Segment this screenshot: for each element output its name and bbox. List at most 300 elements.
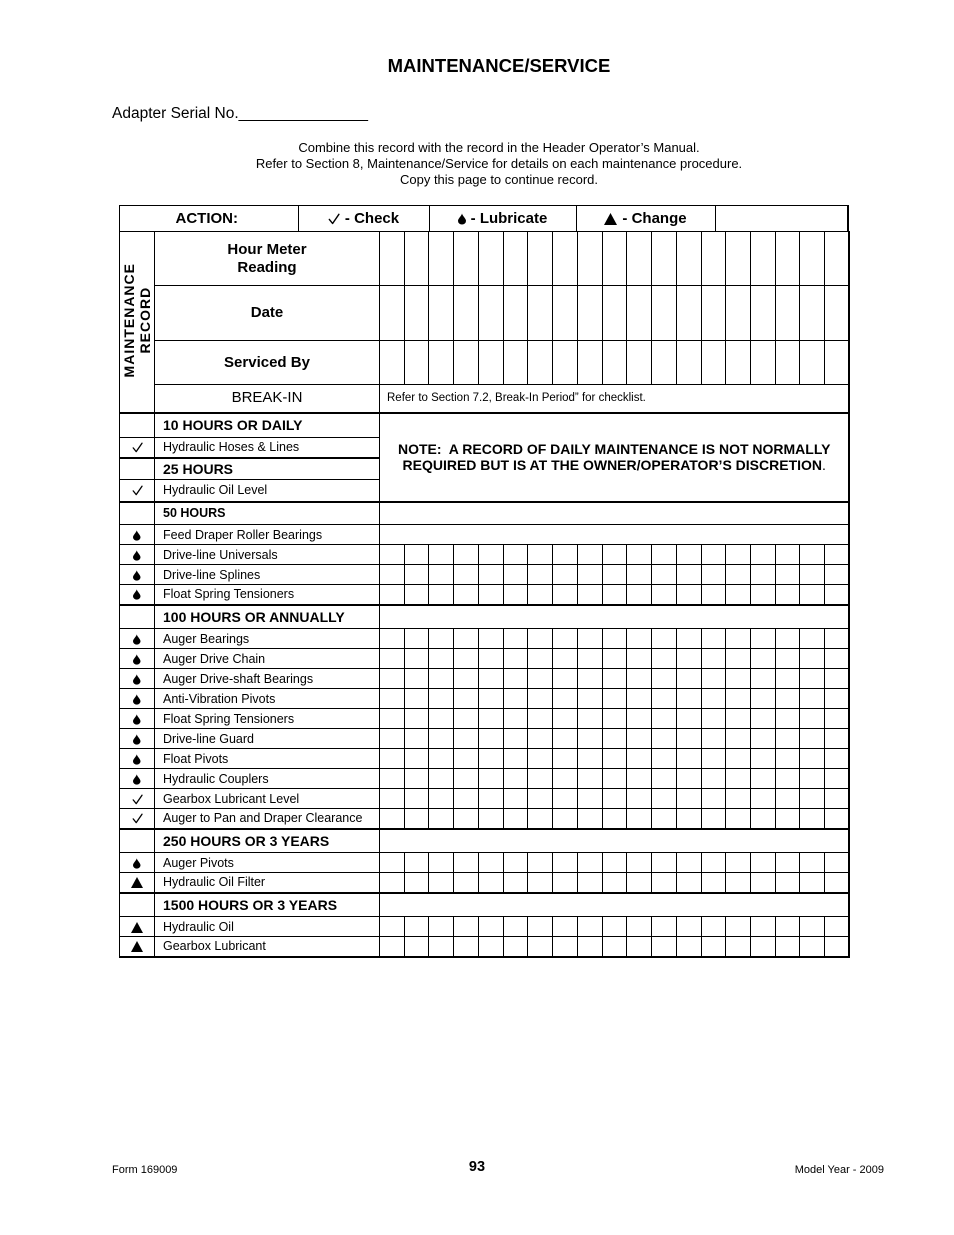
legend-change [576,206,715,231]
record-cell [404,565,429,585]
record-cell [553,729,578,749]
record-cell [380,286,405,341]
record-cell [454,873,479,893]
record-cell [701,585,726,605]
record-cell [800,565,825,585]
record-cell [726,232,751,286]
action-icon-cell [120,689,155,709]
record-cell [602,585,627,605]
record-cell [602,749,627,769]
record-cell [478,749,503,769]
record-cell [701,853,726,873]
record-cell [404,769,429,789]
record-cell [602,873,627,893]
record-cell [726,873,751,893]
record-cell [627,585,652,605]
action-icon-cell [120,585,155,605]
hour-meter-label-line: Hour Meter [227,240,307,258]
record-cell [751,853,776,873]
break-in-note: Refer to Section 7.2, Break-In Period” for checklist. [380,385,850,413]
record-cell [602,853,627,873]
record-cell [825,873,850,893]
action-icon-cell [120,545,155,565]
daily-maintenance-note [380,413,850,502]
record-cell [825,809,850,829]
record-cell [528,669,553,689]
record-cell [602,937,627,957]
section-icon-cell [120,458,155,480]
record-cell [454,649,479,669]
action-icon-cell [120,917,155,937]
record-cell [404,629,429,649]
action-legend [119,205,849,231]
record-cell [676,585,701,605]
record-cell [676,565,701,585]
record-cell [528,709,553,729]
drop-icon [133,530,141,541]
action-icon-cell [120,729,155,749]
record-cell [627,709,652,729]
task-row [120,629,850,649]
record-cell [627,809,652,829]
record-cell [577,789,602,809]
record-cell [652,341,677,385]
legend-blank-cell [715,206,848,231]
record-cell [553,629,578,649]
record-cell [751,789,776,809]
record-cell [429,629,454,649]
record-cell [726,853,751,873]
record-cell [676,689,701,709]
maintenance-record-table [119,231,850,958]
record-cell [775,709,800,729]
record-cell [404,585,429,605]
side-label-text [121,263,153,377]
record-cell [676,669,701,689]
drop-icon [133,634,141,645]
record-cell [627,689,652,709]
record-cell [528,917,553,937]
action-icon-cell [120,629,155,649]
record-cell [800,669,825,689]
record-cell [676,286,701,341]
record-cell [701,937,726,957]
task-label: Drive-line Universals [155,545,380,565]
record-cell [652,853,677,873]
record-cell [652,937,677,957]
record-cell [577,649,602,669]
record-cell [775,729,800,749]
record-cell [676,545,701,565]
record-cell [726,729,751,749]
section-heading: 1500 HOURS OR 3 YEARS [155,893,380,917]
section-heading: 250 HOURS OR 3 YEARS [155,829,380,853]
task-label: Gearbox Lubricant Level [155,789,380,809]
hour-meter-label-line: Reading [237,258,297,276]
record-cell [775,341,800,385]
record-cell [380,873,405,893]
record-cell [676,749,701,769]
record-cell [553,232,578,286]
record-cell [577,937,602,957]
record-cell [775,545,800,565]
section-icon-cell [120,893,155,917]
drop-icon [133,754,141,765]
record-cell [825,565,850,585]
record-cell [528,565,553,585]
record-cell [602,545,627,565]
record-cell [380,853,405,873]
record-cell [775,873,800,893]
record-cell [751,629,776,649]
record-cell [528,649,553,669]
drop-icon [133,694,141,705]
record-cell [478,729,503,749]
record-cell [652,749,677,769]
record-cell [503,689,528,709]
record-cell [577,729,602,749]
record-cell [627,917,652,937]
record-cell [726,789,751,809]
record-cell [602,729,627,749]
record-cell [751,729,776,749]
legend-lubricate [429,206,576,231]
record-cell [751,769,776,789]
date-label: Date [155,286,380,341]
record-cell [380,629,405,649]
drop-icon [133,734,141,745]
record-cell [503,749,528,769]
record-cell [627,649,652,669]
task-label: Gearbox Lubricant [155,937,380,957]
record-cell [825,749,850,769]
record-cell [726,565,751,585]
record-cell [429,809,454,829]
record-cell [577,545,602,565]
record-cell [726,917,751,937]
record-cell [775,769,800,789]
record-cell [825,937,850,957]
record-cell [800,809,825,829]
action-icon-cell [120,438,155,458]
record-blank-cell [380,502,850,525]
record-cell [800,585,825,605]
task-row [120,853,850,873]
record-cell [553,769,578,789]
record-cell [701,749,726,769]
record-cell [553,873,578,893]
note-line-text: NOTE: A RECORD OF DAILY MAINTENANCE IS NOT NORMALLY [397,441,831,457]
record-cell [800,937,825,957]
task-row [120,917,850,937]
record-cell [676,629,701,649]
record-cell [478,629,503,649]
record-cell [553,565,578,585]
record-cell [602,341,627,385]
record-cell [602,789,627,809]
record-cell [528,853,553,873]
record-cell [726,341,751,385]
record-cell [701,809,726,829]
record-cell [726,545,751,565]
task-label: Hydraulic Couplers [155,769,380,789]
record-cell [429,789,454,809]
record-cell [478,669,503,689]
record-cell [478,286,503,341]
record-cell [429,545,454,565]
record-cell [652,649,677,669]
task-row [120,689,850,709]
record-cell [503,873,528,893]
record-cell [577,629,602,649]
record-cell [652,873,677,893]
record-cell [825,853,850,873]
task-row [120,649,850,669]
record-cell [429,937,454,957]
record-cell [380,585,405,605]
record-cell [454,769,479,789]
record-cell [800,689,825,709]
record-cell [751,749,776,769]
section-heading-row [120,502,850,525]
triangle-icon [131,877,143,888]
record-cell [478,341,503,385]
record-cell [503,917,528,937]
record-cell [676,709,701,729]
action-icon-cell [120,873,155,893]
record-cell [478,709,503,729]
task-label: Float Spring Tensioners [155,709,380,729]
task-label: Hydraulic Oil [155,917,380,937]
record-cell [726,286,751,341]
action-icon-cell [120,937,155,957]
record-cell [825,341,850,385]
record-cell [701,873,726,893]
record-cell [652,729,677,749]
record-cell [404,649,429,669]
record-cell [701,669,726,689]
intro-line: Copy this page to continue record. [399,172,598,187]
record-cell [429,689,454,709]
record-cell [380,649,405,669]
note-line [380,441,848,457]
record-cell [751,937,776,957]
record-cell [726,689,751,709]
note-line-text: REQUIRED BUT IS AT THE OWNER/OPERATOR’S DISCRETION [402,457,823,473]
record-cell [528,545,553,565]
record-cell [602,917,627,937]
record-cell [726,629,751,649]
model-year: Model Year - 2009 [794,1164,884,1176]
record-cell [701,341,726,385]
drop-icon [133,674,141,685]
record-cell [404,853,429,873]
task-row [120,565,850,585]
record-cell [577,286,602,341]
record-cell [775,689,800,709]
record-cell [775,565,800,585]
record-cell [380,769,405,789]
record-blank-cell [380,893,850,917]
action-icon-cell [120,565,155,585]
record-cell [652,769,677,789]
record-cell [454,689,479,709]
section-heading: 100 HOURS OR ANNUALLY [155,605,380,629]
record-cell [825,669,850,689]
section-heading-row [120,413,850,438]
legend-lubricate-label: - Lubricate [470,210,548,227]
side-label-line: RECORD [137,286,153,354]
intro-line: Combine this record with the record in the Header Operator’s Manual. [298,140,700,155]
record-cell [577,565,602,585]
record-cell [676,937,701,957]
record-cell [503,585,528,605]
page-title: MAINTENANCE/SERVICE [387,55,611,76]
task-row [120,525,850,545]
record-cell [825,789,850,809]
record-cell [577,709,602,729]
record-cell [404,709,429,729]
record-cell [404,873,429,893]
record-cell [577,585,602,605]
record-cell [825,709,850,729]
section-icon-cell [120,413,155,438]
note-line [380,457,848,473]
section-icon-cell [120,829,155,853]
record-cell [404,545,429,565]
record-cell [726,749,751,769]
record-cell [478,873,503,893]
section-icon-cell [120,502,155,525]
action-icon-cell [120,709,155,729]
record-cell [503,729,528,749]
record-cell [627,729,652,749]
record-cell [825,649,850,669]
record-cell [701,729,726,749]
record-cell [380,789,405,809]
record-cell [553,709,578,729]
drop-icon [133,714,141,725]
record-cell [627,853,652,873]
record-cell [553,649,578,669]
action-icon-cell [120,525,155,545]
record-cell [454,853,479,873]
record-cell [478,565,503,585]
drop-icon [133,654,141,665]
task-row [120,669,850,689]
record-cell [429,873,454,893]
record-cell [602,649,627,669]
record-cell [676,769,701,789]
record-cell [577,809,602,829]
record-cell [454,565,479,585]
form-number: Form 169009 [112,1164,178,1176]
record-body [120,232,850,957]
task-label: Float Spring Tensioners [155,585,380,605]
record-cell [528,341,553,385]
drop-icon [458,213,466,225]
record-cell [577,749,602,769]
record-cell [652,565,677,585]
record-cell [528,629,553,649]
record-cell [751,649,776,669]
task-label: Feed Draper Roller Bearings [155,525,380,545]
record-cell [429,341,454,385]
record-cell [726,585,751,605]
record-cell [652,789,677,809]
record-cell [775,789,800,809]
record-cell [800,729,825,749]
record-cell [676,341,701,385]
record-cell [553,789,578,809]
record-cell [602,689,627,709]
record-cell [429,232,454,286]
record-cell [602,286,627,341]
record-cell [404,729,429,749]
record-cell [627,873,652,893]
record-cell [503,809,528,829]
record-cell [751,565,776,585]
record-cell [775,629,800,649]
record-cell [726,809,751,829]
record-cell [429,585,454,605]
record-cell [726,769,751,789]
record-cell [775,809,800,829]
record-cell [553,545,578,565]
record-cell [751,585,776,605]
record-cell [528,809,553,829]
record-cell [751,709,776,729]
record-cell [454,789,479,809]
record-cell [454,709,479,729]
record-cell [528,689,553,709]
record-cell [478,585,503,605]
record-cell [404,286,429,341]
record-cell [503,286,528,341]
record-cell [380,545,405,565]
record-cell [429,729,454,749]
record-cell [577,232,602,286]
drop-icon [133,774,141,785]
check-icon [132,442,143,453]
record-cell [701,917,726,937]
record-cell [503,629,528,649]
record-cell [751,809,776,829]
record-cell [751,341,776,385]
record-cell [454,629,479,649]
record-cell [652,286,677,341]
record-cell [701,709,726,729]
action-icon-cell [120,769,155,789]
record-cell [577,769,602,789]
task-label: Auger Bearings [155,629,380,649]
record-cell [627,937,652,957]
record-cell [553,917,578,937]
task-label: Float Pivots [155,749,380,769]
record-cell [454,341,479,385]
record-cell [627,789,652,809]
record-cell [751,669,776,689]
record-cell [478,789,503,809]
record-cell [701,286,726,341]
record-cell [404,917,429,937]
record-cell [454,937,479,957]
record-cell [825,769,850,789]
record-cell [454,729,479,749]
record-cell [380,809,405,829]
record-cell [528,749,553,769]
record-cell [800,649,825,669]
